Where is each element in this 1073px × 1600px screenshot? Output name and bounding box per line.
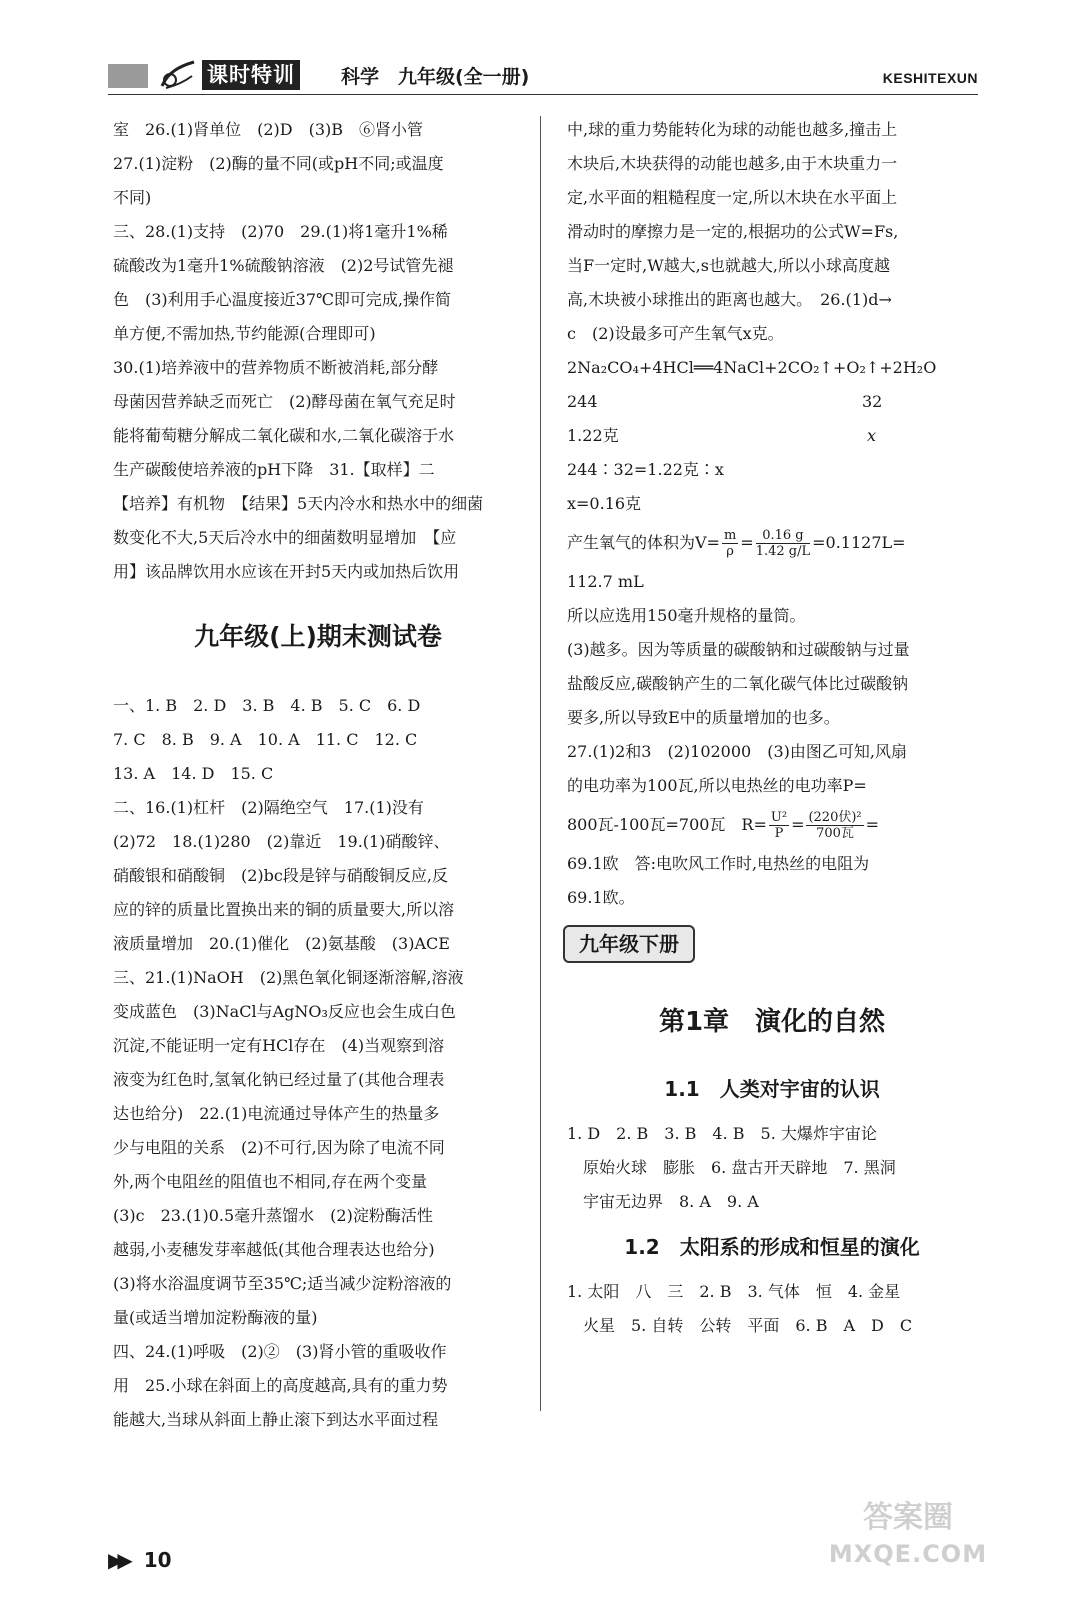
- header-rule: [108, 94, 978, 95]
- formula-text: 产生氧气的体积为V=: [567, 533, 720, 552]
- answer-line: 原始火球 膨胀 6. 盘古开天辟地 7. 黑洞: [567, 1158, 896, 1177]
- answer-line: 硝酸银和硝酸铜 (2)bc段是锌与硝酸铜反应,反: [113, 866, 448, 885]
- fraction-numerator: U²: [770, 810, 788, 825]
- page-footer: [108, 1548, 172, 1572]
- answer-line: 宇宙无边界 8. A 9. A: [567, 1192, 759, 1211]
- column-divider: [540, 116, 541, 1411]
- answer-line: 用 25.小球在斜面上的高度越高,具有的重力势: [113, 1376, 448, 1395]
- left-column: [113, 113, 523, 1437]
- answer-line: 室 26.(1)肾单位 (2)D (3)B ⑥肾小管: [113, 120, 424, 139]
- equation-mass-row: [567, 385, 977, 419]
- volume-formula: [567, 521, 977, 565]
- watermark-line: MXQE.COM: [828, 1540, 988, 1568]
- fraction-denominator: 1.42 g/L: [755, 544, 811, 559]
- answer-line: 三、28.(1)支持 (2)70 29.(1)将1毫升1%稀: [113, 222, 448, 241]
- answer-line: 69.1欧。: [567, 888, 635, 907]
- answer-line: 四、24.(1)呼吸 (2)② (3)肾小管的重吸收作: [113, 1342, 447, 1361]
- answer-line: (3)越多。因为等质量的碳酸钠和过碳酸钠与过量: [567, 640, 910, 659]
- answer-line: 单方便,不需加热,节约能源(合理即可): [113, 324, 376, 343]
- answer-line: 244∶32=1.22克∶x: [567, 460, 724, 479]
- answer-line: 二、16.(1)杠杆 (2)隔绝空气 17.(1)没有: [113, 798, 424, 817]
- page-header: [108, 58, 978, 98]
- answer-line: 当F一定时,W越大,s也就越大,所以小球高度越: [567, 256, 891, 275]
- answer-line: 液质量增加 20.(1)催化 (2)氨基酸 (3)ACE: [113, 934, 450, 953]
- answer-line: 达也给分) 22.(1)电流通过导体产生的热量多: [113, 1104, 440, 1123]
- formula-text: 800瓦-100瓦=700瓦 R=: [567, 815, 767, 834]
- fraction-denominator: ρ: [726, 544, 734, 559]
- answer-line: 能越大,当球从斜面上静止滚下到达水平面过程: [113, 1410, 439, 1429]
- molar-mass-left: 244: [567, 392, 598, 411]
- right-column: [567, 113, 977, 1343]
- answer-line: 少与电阻的关系 (2)不可行,因为除了电流不同: [113, 1138, 445, 1157]
- volume-badge: 九年级下册: [563, 925, 695, 963]
- answer-line: 高,木块被小球推出的距离也越大。 26.(1)d→: [567, 290, 892, 309]
- answer-line: 1. 太阳 八 三 2. B 3. 气体 恒 4. 金星: [567, 1282, 901, 1301]
- answer-line: 所以应选用150毫升规格的量筒。: [567, 606, 806, 625]
- answer-line: 【培养】有机物 【结果】5天内冷水和热水中的细菌: [113, 494, 484, 513]
- chemical-equation: 2Na₂CO₄+4HCl══4NaCl+2CO₂↑+O₂↑+2H₂O: [567, 358, 937, 377]
- equation-amount-row: [567, 419, 977, 453]
- answer-line: 的电功率为100瓦,所以电热丝的电功率P=: [567, 776, 867, 795]
- header-brand: 课时特训: [202, 60, 300, 90]
- answer-line: 30.(1)培养液中的营养物质不断被消耗,部分酵: [113, 358, 439, 377]
- chapter-title: 第1章 演化的自然: [658, 1007, 886, 1037]
- resistance-formula: [567, 803, 977, 847]
- header-title: 科学 九年级(全一册): [341, 66, 530, 88]
- answer-line: 要多,所以导致E中的质量增加的也多。: [567, 708, 840, 727]
- answer-line: 数变化不大,5天后冷水中的细菌数明显增加 【应: [113, 528, 457, 547]
- answer-line: x=0.16克: [567, 494, 642, 513]
- answer-line: 1. D 2. B 3. B 4. B 5. 大爆炸宇宙论: [567, 1124, 877, 1143]
- watermark: [823, 1500, 993, 1572]
- section-title: 1.1 人类对宇宙的认识: [664, 1077, 880, 1101]
- answer-line: 定,水平面的粗糙程度一定,所以木块在水平面上: [567, 188, 898, 207]
- answer-line: 盐酸反应,碳酸钠产生的二氧化碳气体比过碳酸钠: [567, 674, 909, 693]
- answer-line: 112.7 mL: [567, 572, 644, 591]
- formula-text: =: [865, 815, 880, 834]
- fraction-numerator: m: [723, 528, 737, 543]
- answer-line: 外,两个电阻丝的阻值也不相同,存在两个变量: [113, 1172, 428, 1191]
- pen-logo-icon: [158, 56, 200, 96]
- formula-text: =0.1127L=: [812, 533, 906, 552]
- answer-line: 用】该品牌饮用水应该在开封5天内或加热后饮用: [113, 562, 460, 581]
- answer-line: 应的锌的质量比置换出来的铜的质量要大,所以溶: [113, 900, 455, 919]
- header-brand-pinyin: KESHITEXUN: [882, 70, 978, 86]
- fraction-denominator: 700瓦: [816, 826, 854, 841]
- answer-line: 滑动时的摩擦力是一定的,根据功的公式W=Fs,: [567, 222, 899, 241]
- answer-line: 液变为红色时,氢氧化钠已经过量了(其他合理表: [113, 1070, 445, 1089]
- answer-line: 69.1欧 答:电吹风工作时,电热丝的电阻为: [567, 854, 870, 873]
- fraction-numerator: (220伏)²: [808, 810, 862, 825]
- fraction: [769, 810, 789, 841]
- answer-line: 硫酸改为1毫升1%硫酸钠溶液 (2)2号试管先褪: [113, 256, 454, 275]
- answer-line: c (2)设最多可产生氧气x克。: [567, 324, 784, 343]
- answer-line: 三、21.(1)NaOH (2)黑色氧化铜逐渐溶解,溶液: [113, 968, 464, 987]
- answer-line: 火星 5. 自转 公转 平面 6. B A D C: [567, 1316, 913, 1335]
- fraction: [722, 528, 738, 559]
- header-gray-block: [108, 64, 148, 88]
- answer-line: 7. C 8. B 9. A 10. A 11. C 12. C: [113, 730, 418, 749]
- formula-text: =: [791, 815, 805, 834]
- double-chevron-icon: ▶▶: [108, 1548, 127, 1572]
- answer-line: (3)将水浴温度调节至35℃;适当减少淀粉溶液的: [113, 1274, 452, 1293]
- fraction: [756, 528, 810, 559]
- watermark-line: 答案圈: [863, 1500, 953, 1535]
- answer-line: 色 (3)利用手心温度接近37℃即可完成,操作简: [113, 290, 452, 309]
- answer-line: 27.(1)2和3 (2)102000 (3)由图乙可知,风扇: [567, 742, 907, 761]
- answer-line: 13. A 14. D 15. C: [113, 764, 274, 783]
- answer-line: 沉淀,不能证明一定有HCl存在 (4)当观察到溶: [113, 1036, 445, 1055]
- fraction-denominator: P: [774, 826, 784, 841]
- fraction-numerator: 0.16 g: [756, 528, 810, 544]
- answer-line: 量(或适当增加淀粉酶液的量): [113, 1308, 318, 1327]
- answer-line: 不同): [113, 188, 152, 207]
- unknown-mass: x: [867, 426, 877, 445]
- section-title: 1.2 太阳系的形成和恒星的演化: [624, 1235, 920, 1259]
- answer-line: (3)c 23.(1)0.5毫升蒸馏水 (2)淀粉酶活性: [113, 1206, 433, 1225]
- molar-mass-right: 32: [862, 392, 883, 411]
- answer-line: 27.(1)淀粉 (2)酶的量不同(或pH不同;或温度: [113, 154, 444, 173]
- answer-line: 越弱,小麦穗发芽率越低(其他合理表达也给分): [113, 1240, 435, 1259]
- answer-line: 一、1. B 2. D 3. B 4. B 5. C 6. D: [113, 696, 421, 715]
- answer-line: (2)72 18.(1)280 (2)靠近 19.(1)硝酸锌、: [113, 832, 450, 851]
- answer-line: 中,球的重力势能转化为球的动能也越多,撞击上: [567, 120, 898, 139]
- answer-line: 变成蓝色 (3)NaCl与AgNO₃反应也会生成白色: [113, 1002, 456, 1021]
- formula-text: =: [740, 533, 754, 552]
- answer-line: 母菌因营养缺乏而死亡 (2)酵母菌在氧气充足时: [113, 392, 456, 411]
- answer-line: 木块后,木块获得的动能也越多,由于木块重力一: [567, 154, 898, 173]
- fraction: [806, 810, 863, 841]
- exam-title: 九年级(上)期末测试卷: [194, 622, 442, 651]
- known-mass: 1.22克: [567, 426, 619, 445]
- answer-line: 生产碳酸使培养液的pH下降 31.【取样】二: [113, 460, 435, 479]
- answer-line: 能将葡萄糖分解成二氧化碳和水,二氧化碳溶于水: [113, 426, 455, 445]
- page-number: 10: [143, 1548, 172, 1572]
